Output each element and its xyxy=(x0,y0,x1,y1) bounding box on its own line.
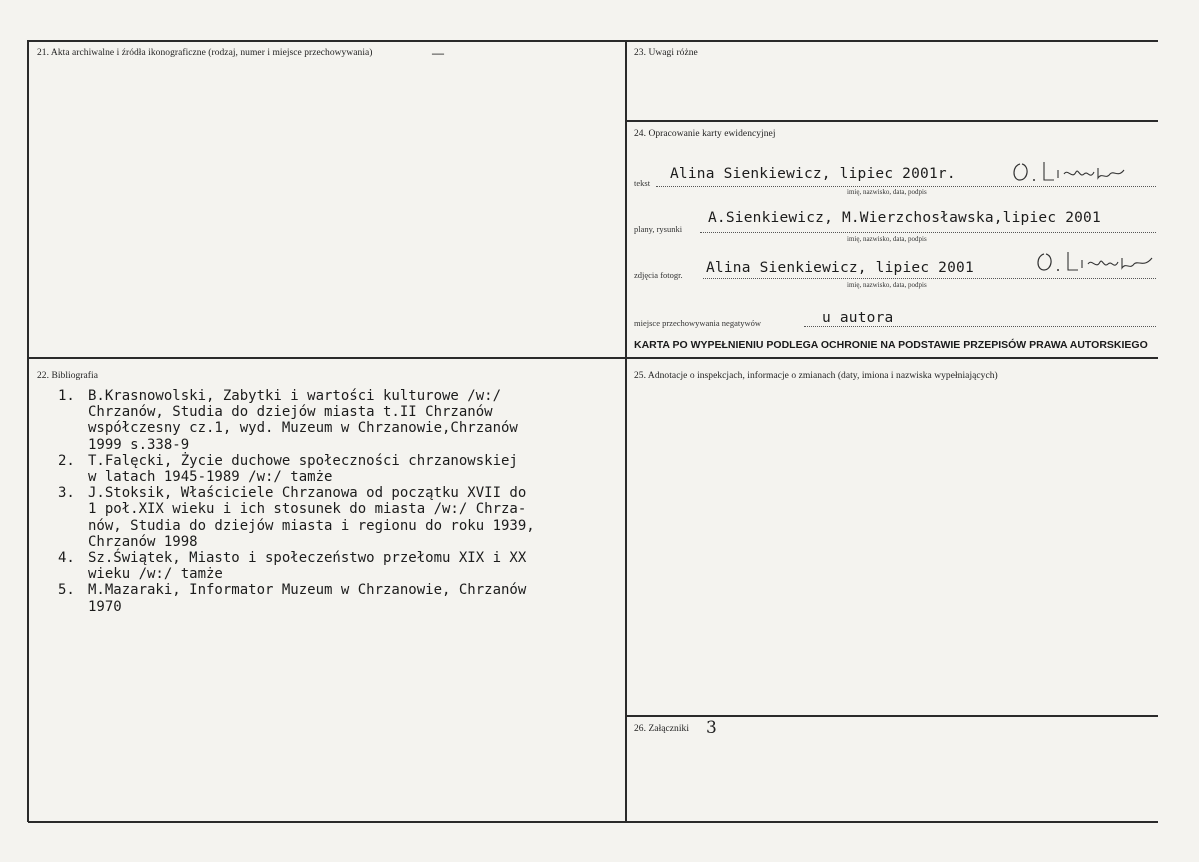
list-item xyxy=(58,485,628,550)
field-24-label: 24. Opracowanie karty ewidencyjnej xyxy=(634,129,776,139)
zdjecia-caption: imię, nazwisko, data, podpis xyxy=(847,281,927,289)
plany-value: A.Sienkiewicz, M.Wierzchosławska,lipiec 2001 xyxy=(708,210,1101,226)
bib-text: B.Krasnowolski, Zabytki i wartości kulturowe /w:/ Chrzanów, Studia do dziejów miasta t.II Chrzanów współczesny cz.1, wyd. Muzeum w Chrzanowie,Chrzanów 1999 s.338-9 xyxy=(88,388,518,453)
rule-23-24 xyxy=(626,120,1158,122)
list-item xyxy=(58,582,628,614)
tekst-label: tekst xyxy=(634,178,651,188)
tekst-value: Alina Sienkiewicz, lipiec 2001r. xyxy=(670,166,956,182)
negatives-dotted-line xyxy=(804,326,1156,327)
bib-number: 3. xyxy=(58,485,75,502)
bib-text: Sz.Świątek, Miasto i społeczeństwo przełomu XIX i XX wieku /w:/ tamże xyxy=(88,550,527,583)
copyright-note: KARTA PO WYPEŁNIENIU PODLEGA OCHRONIE NA PODSTAWIE PRZEPISÓW PRAWA AUTORSKIEGO xyxy=(634,339,1148,351)
tekst-caption: imię, nazwisko, data, podpis xyxy=(847,188,927,196)
zdjecia-label: zdjęcia fotogr. xyxy=(634,270,683,280)
signature-mark-1 xyxy=(1008,156,1128,186)
field-25-label: 25. Adnotacje o inspekcjach, informacje o zmianach (daty, imiona i nazwiska wypełniających) xyxy=(634,371,998,381)
zdjecia-dotted-line xyxy=(703,278,1156,279)
bibliography-list xyxy=(58,388,628,615)
list-item xyxy=(58,550,628,582)
bib-number: 2. xyxy=(58,452,75,469)
field-26-value: 3 xyxy=(706,718,717,738)
left-rule xyxy=(27,40,29,822)
zdjecia-value: Alina Sienkiewicz, lipiec 2001 xyxy=(706,260,974,276)
field-23-label: 23. Uwagi różne xyxy=(634,48,698,58)
middle-rule xyxy=(28,357,1158,359)
plany-caption: imię, nazwisko, data, podpis xyxy=(847,235,927,243)
field-21-value: — xyxy=(432,46,445,60)
top-rule xyxy=(28,40,1158,42)
bib-text: M.Mazaraki, Informator Muzeum w Chrzanowie, Chrzanów 1970 xyxy=(88,582,527,615)
bottom-rule xyxy=(28,821,1158,823)
bib-text: T.Falęcki, Życie duchowe społeczności chrzanowskiej w latach 1945-1989 /w:/ tamże xyxy=(88,452,518,486)
bib-number: 5. xyxy=(58,582,75,599)
field-26-label: 26. Załączniki xyxy=(634,724,690,734)
bib-number: 4. xyxy=(58,550,75,567)
field-22-label: 22. Bibliografia xyxy=(37,371,98,381)
rule-25-26 xyxy=(626,715,1158,717)
bib-text: J.Stoksik, Właściciele Chrzanowa od początku XVII do 1 poł.XIX wieku i ich stosunek do miasta /w:/ Chrza- nów, Studia do dziejów miasta i regionu do roku 1939, Chrzanów 1998 xyxy=(88,485,535,550)
plany-dotted-line xyxy=(700,232,1156,233)
field-21-label: 21. Akta archiwalne i źródła ikonograficzne (rodzaj, numer i miejsce przechowywania) xyxy=(37,48,373,58)
bib-number: 1. xyxy=(58,388,75,404)
list-item xyxy=(58,388,628,453)
negatives-value: u autora xyxy=(822,310,894,326)
list-item xyxy=(58,453,628,485)
signature-mark-2 xyxy=(1032,246,1156,276)
negatives-label: miejsce przechowywania negatywów xyxy=(634,318,761,328)
plany-label: plany, rysunki xyxy=(634,224,683,234)
tekst-dotted-line xyxy=(656,186,1156,187)
